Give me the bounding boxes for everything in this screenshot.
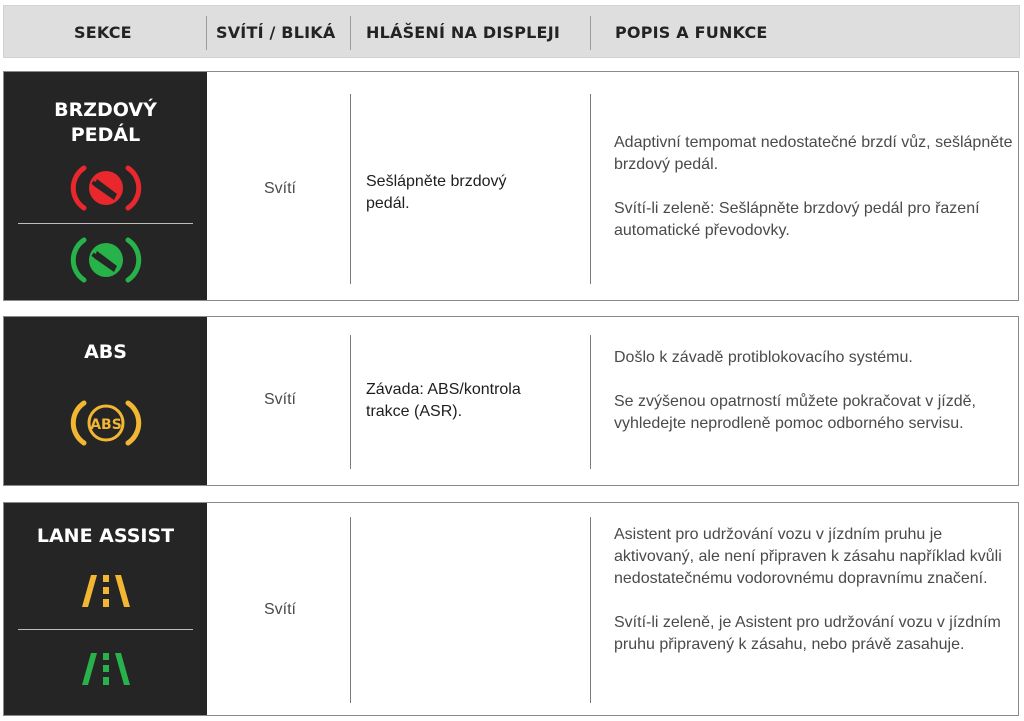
table-row-lane-assist	[3, 502, 1019, 716]
description	[614, 132, 1019, 242]
display-message-line: trakce (ASR).	[366, 403, 463, 420]
icon-divider	[18, 223, 193, 224]
description-paragraph: Svítí-li zeleně, je Asistent pro udržování vozu v jízdním pruhu připravený k zásahu, nebo právě zasahuje.	[614, 614, 1001, 653]
table-row-abs	[3, 316, 1019, 486]
section-title: LANE ASSIST	[36, 525, 175, 547]
column-divider	[350, 517, 351, 703]
description	[614, 524, 1019, 656]
section-title: ABS	[84, 341, 127, 363]
section-cell	[4, 317, 207, 485]
table-row-brake-pedal	[3, 71, 1019, 301]
column-divider	[590, 517, 591, 703]
column-divider	[350, 335, 351, 469]
section-title-line2: PEDÁL	[70, 124, 141, 146]
description	[614, 347, 1019, 435]
description-paragraph: Svítí-li zeleně: Sešlápněte brzdový pedál pro řazení automatické převodovky.	[614, 200, 980, 239]
section-title-line1: BRZDOVÝ	[54, 99, 157, 121]
description-paragraph: Došlo k závadě protiblokovacího systému.	[614, 349, 913, 366]
column-divider	[590, 94, 591, 284]
status-value: Svítí	[263, 601, 296, 618]
status-value: Svítí	[263, 180, 296, 197]
header-col-section: SEKCE	[74, 23, 132, 42]
description-paragraph: Adaptivní tempomat nedostatečné brzdí vůz, sešlápněte brzdový pedál.	[614, 134, 1013, 173]
brake-pedal-icon	[70, 162, 142, 214]
description-paragraph: Asistent pro udržování vozu v jízdním pruhu je aktivovaný, ale není připraven k zásahu například kvůli nedostatečnému vodorovnému dopravnímu značení.	[614, 526, 1002, 587]
lane-assist-icon	[70, 571, 142, 611]
header-col-description: POPIS A FUNKCE	[615, 23, 768, 42]
section-cell	[4, 72, 207, 300]
display-message-line: Sešlápněte brzdový	[366, 173, 507, 190]
header-divider	[206, 16, 207, 50]
section-cell	[4, 503, 207, 715]
column-divider	[350, 94, 351, 284]
icon-divider	[18, 629, 193, 630]
column-divider	[590, 335, 591, 469]
header-col-state: SVÍTÍ / BLIKÁ	[216, 23, 336, 42]
abs-icon-label: ABS	[90, 417, 122, 433]
display-message-line: pedál.	[366, 195, 410, 212]
header-divider	[590, 16, 591, 50]
display-message	[366, 171, 576, 215]
header-divider	[350, 16, 351, 50]
abs-icon	[70, 397, 142, 449]
brake-pedal-icon	[70, 234, 142, 286]
lane-assist-icon	[70, 649, 142, 689]
display-message	[366, 379, 576, 423]
status-value: Svítí	[263, 391, 296, 408]
header-col-message: HLÁŠENÍ NA DISPLEJI	[366, 23, 560, 42]
description-paragraph: Se zvýšenou opatrností můžete pokračovat v jízdě, vyhledejte neprodleně pomoc odborného servisu.	[614, 393, 976, 432]
display-message-line: Závada: ABS/kontrola	[366, 381, 521, 398]
table-header	[3, 5, 1020, 58]
